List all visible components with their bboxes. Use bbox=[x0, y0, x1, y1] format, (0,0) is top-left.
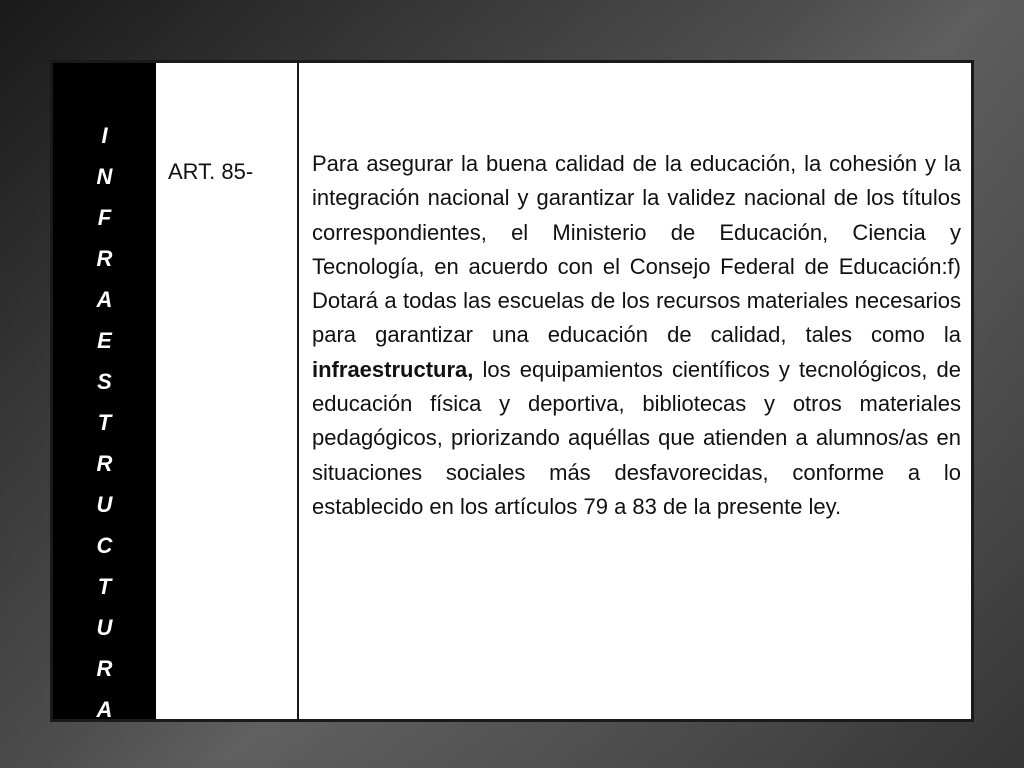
article-text-bold: infraestructura, bbox=[312, 356, 474, 382]
vertical-letter: C bbox=[96, 533, 113, 558]
vertical-letter: U bbox=[96, 492, 113, 517]
vertical-letter: N bbox=[96, 164, 113, 189]
article-text-column bbox=[299, 63, 971, 719]
vertical-letter: U bbox=[96, 615, 113, 640]
vertical-letter: A bbox=[96, 287, 113, 312]
vertical-letter: I bbox=[101, 123, 108, 148]
vertical-letter: R bbox=[96, 246, 113, 271]
vertical-letter: F bbox=[97, 205, 112, 230]
vertical-title-column bbox=[53, 63, 156, 722]
vertical-letter: R bbox=[96, 451, 113, 476]
vertical-letter: T bbox=[97, 410, 112, 435]
article-label: ART. 85- bbox=[168, 159, 254, 184]
vertical-letter: R bbox=[96, 656, 113, 681]
law-table bbox=[50, 60, 974, 722]
vertical-letter: T bbox=[97, 574, 112, 599]
article-text-before: Para asegurar la buena calidad de la educación, la cohesión y la integración nacional y garantizar la validez nacional de los títulos correspondientes, el Ministerio de Educación, Ciencia y Tecnología, en acuerdo con el Consejo Federal de Educación:f) Dotará a todas las escuelas de los recursos materiales necesarios para garantizar una educación de calidad, tales como la bbox=[312, 151, 961, 348]
vertical-letter: E bbox=[97, 328, 112, 353]
article-text-after: los equipamientos científicos y tecnológicos, de educación física y deportiva, bibliotecas y otros materiales pedagógicos, priorizando aquéllas que atienden a alumnos/as en situaciones sociales más desfavorecidas, conforme a lo establecido en los artículos 79 a 83 de la presente ley. bbox=[312, 356, 961, 519]
article-body bbox=[312, 147, 961, 524]
vertical-letter: A bbox=[96, 697, 113, 722]
vertical-letter: S bbox=[97, 369, 112, 394]
article-number-column bbox=[156, 63, 299, 719]
